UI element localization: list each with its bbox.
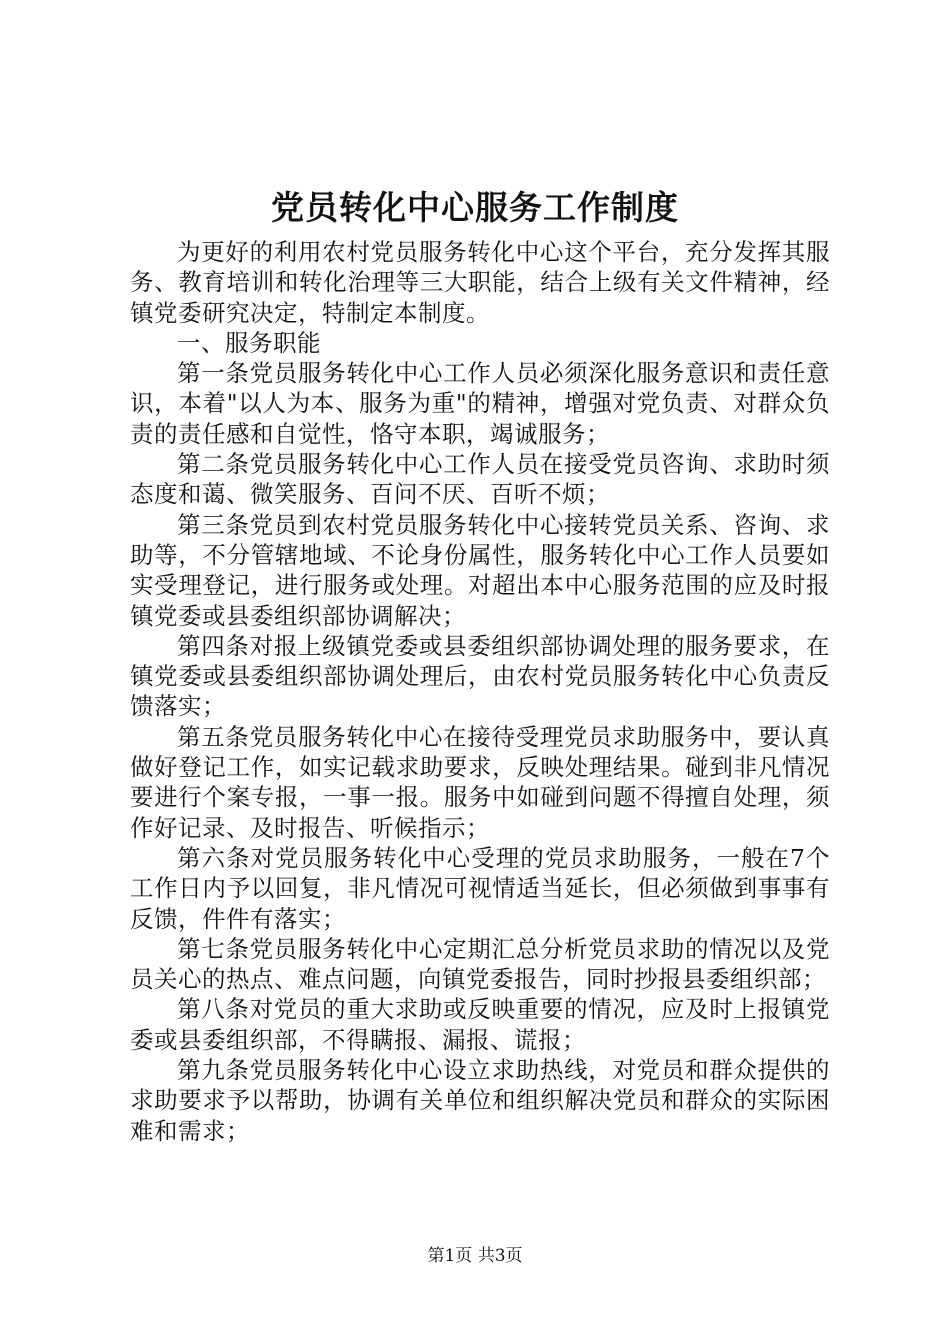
page-footer: 第1页 共3页 (427, 1246, 523, 1266)
document-body (130, 237, 830, 1146)
article-6: 第六条对党员服务转化中心受理的党员求助服务，一般在7个工作日内予以回复，非凡情况可视情适当延长，但必须做到事事有反馈，件件有落实； (130, 843, 830, 933)
article-9: 第九条党员服务转化中心设立求助热线，对党员和群众提供的求助要求予以帮助，协调有关单位和组织解决党员和群众的实际困难和需求； (130, 1056, 830, 1145)
article-3: 第三条党员到农村党员服务转化中心接转党员关系、咨询、求助等，不分管辖地域、不论身份属性，服务转化中心工作人员要如实受理登记，进行服务或处理。对超出本中心服务范围的应及时报镇党委或县委组织部协调解决； (130, 510, 830, 630)
article-1: 第一条党员服务转化中心工作人员必须深化服务意识和责任意识，本着"以人为本、服务为重"的精神，增强对党负责、对群众负责的责任感和自觉性，恪守本职，竭诚服务； (130, 359, 830, 448)
section-heading-service-duties: 一、服务职能 (177, 328, 321, 357)
article-7: 第七条党员服务转化中心定期汇总分析党员求助的情况以及党员关心的热点、难点问题，向镇党委报告，同时抄报县委组织部； (130, 934, 830, 994)
article-8: 第八条对党员的重大求助或反映重要的情况，应及时上报镇党委或县委组织部，不得瞒报、漏报、谎报； (130, 995, 830, 1054)
paragraph-intro: 为更好的利用农村党员服务转化中心这个平台，充分发挥其服务、教育培训和转化治理等三大职能，结合上级有关文件精神，经镇党委研究决定，特制定本制度。 (130, 238, 830, 327)
article-2: 第二条党员服务转化中心工作人员在接受党员咨询、求助时须态度和蔼、微笑服务、百问不厌、百听不烦； (130, 450, 830, 509)
document-title: 党员转化中心服务工作制度 (271, 188, 679, 227)
article-5: 第五条党员服务转化中心在接待受理党员求助服务中，要认真做好登记工作，如实记载求助要求，反映处理结果。碰到非凡情况要进行个案专报，一事一报。服务中如碰到问题不得擅自处理，须作好记录、及时报告、听候指示； (130, 722, 830, 842)
article-4: 第四条对报上级镇党委或县委组织部协调处理的服务要求，在镇党委或县委组织部协调处理后，由农村党员服务转化中心负责反馈落实； (130, 631, 830, 721)
